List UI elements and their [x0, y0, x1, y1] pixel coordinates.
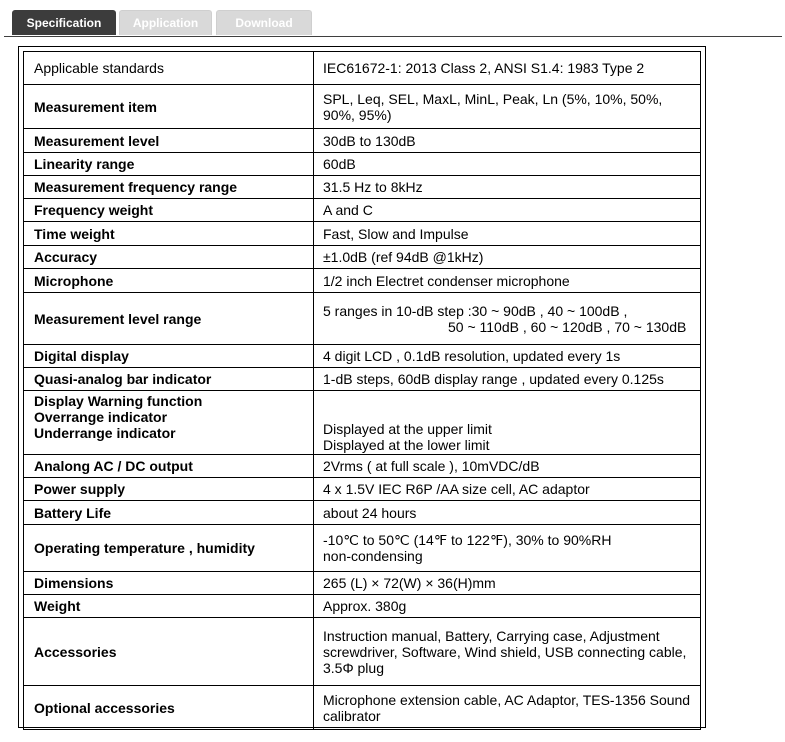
table-row: [24, 478, 701, 501]
spec-value: Microphone extension cable, AC Adaptor, TES-1356 Sound calibrator: [314, 686, 701, 730]
spec-value: 1-dB steps, 60dB display range , updated every 0.125s: [314, 368, 701, 391]
table-row: [24, 222, 701, 246]
spec-value: Instruction manual, Battery, Carrying case, Adjustment screwdriver, Software, Wind shield, USB connecting cable, 3.5Φ plug: [314, 618, 701, 686]
spec-label-line: Underrange indicator: [34, 425, 176, 441]
table-row: [24, 525, 701, 572]
spec-value: 1/2 inch Electret condenser microphone: [314, 269, 701, 293]
table-row: [24, 269, 701, 293]
spec-label: Linearity range: [24, 153, 314, 176]
table-row: [24, 572, 701, 595]
table-row: [24, 176, 701, 199]
table-row: [24, 85, 701, 129]
specification-panel: [18, 46, 706, 728]
spec-label: Time weight: [24, 222, 314, 246]
tab-specification[interactable]: Specification: [12, 10, 116, 35]
spec-value: 2Vrms ( at full scale ), 10mVDC/dB: [314, 455, 701, 478]
table-row: [24, 345, 701, 368]
spec-label: [24, 391, 314, 455]
spec-value-line: 5 ranges in 10-dB step :30 ~ 90dB , 40 ~ 100dB ,: [323, 302, 628, 319]
table-row: [24, 455, 701, 478]
spec-value-line: 50 ~ 110dB , 60 ~ 120dB , 70 ~ 130dB: [448, 318, 687, 335]
spec-value: -10℃ to 50℃ (14℉ to 122℉), 30% to 90%RH non-condensing: [314, 525, 701, 572]
table-row: [24, 595, 701, 618]
spec-value: 265 (L) × 72(W) × 36(H)mm: [314, 572, 701, 595]
spec-label: Measurement level range: [24, 293, 314, 345]
spec-value: 30dB to 130dB: [314, 129, 701, 153]
tab-bar: [4, 10, 782, 37]
spec-value: about 24 hours: [314, 501, 701, 525]
spec-value: ±1.0dB (ref 94dB @1kHz): [314, 246, 701, 269]
spec-label: Measurement level: [24, 129, 314, 153]
table-row: [24, 618, 701, 686]
spec-label: Weight: [24, 595, 314, 618]
spec-label: Dimensions: [24, 572, 314, 595]
table-row: [24, 501, 701, 525]
table-row: [24, 686, 701, 730]
spec-label: Measurement frequency range: [24, 176, 314, 199]
spec-value: IEC61672-1: 2013 Class 2, ANSI S1.4: 1983 Type 2: [314, 52, 701, 85]
spec-value: [314, 293, 701, 345]
spec-label: Measurement item: [24, 85, 314, 129]
spec-label-line: Overrange indicator: [34, 409, 168, 425]
tab-application[interactable]: Application: [119, 10, 212, 35]
table-row: [24, 246, 701, 269]
specification-table: [23, 51, 701, 730]
spec-label-line: Display Warning function: [34, 393, 203, 409]
spec-value: Approx. 380g: [314, 595, 701, 618]
spec-label: Quasi-analog bar indicator: [24, 368, 314, 391]
table-row: [24, 391, 701, 455]
tab-download[interactable]: Download: [216, 10, 312, 35]
table-row: [24, 368, 701, 391]
spec-label: Applicable standards: [24, 52, 314, 85]
spec-value: 4 digit LCD , 0.1dB resolution, updated every 1s: [314, 345, 701, 368]
spec-value: 4 x 1.5V IEC R6P /AA size cell, AC adaptor: [314, 478, 701, 501]
spec-label: Power supply: [24, 478, 314, 501]
spec-label: Battery Life: [24, 501, 314, 525]
spec-value: Fast, Slow and Impulse: [314, 222, 701, 246]
spec-value: [314, 391, 701, 455]
table-row: [24, 293, 701, 345]
spec-label: Digital display: [24, 345, 314, 368]
spec-label: Accessories: [24, 618, 314, 686]
table-row: [24, 129, 701, 153]
spec-label: Frequency weight: [24, 199, 314, 222]
table-row: [24, 199, 701, 222]
spec-value: SPL, Leq, SEL, MaxL, MinL, Peak, Ln (5%, 10%, 50%, 90%, 95%): [314, 85, 701, 129]
table-row: [24, 153, 701, 176]
spec-label: Optional accessories: [24, 686, 314, 730]
spec-value: 31.5 Hz to 8kHz: [314, 176, 701, 199]
table-row: [24, 52, 701, 85]
spec-value-line: Displayed at the lower limit: [323, 437, 490, 453]
spec-label: Microphone: [24, 269, 314, 293]
spec-label: Accuracy: [24, 246, 314, 269]
spec-value: A and C: [314, 199, 701, 222]
spec-value-line: Displayed at the upper limit: [323, 421, 492, 437]
spec-label: Operating temperature , humidity: [24, 525, 314, 572]
spec-label: Analong AC / DC output: [24, 455, 314, 478]
spec-value: 60dB: [314, 153, 701, 176]
